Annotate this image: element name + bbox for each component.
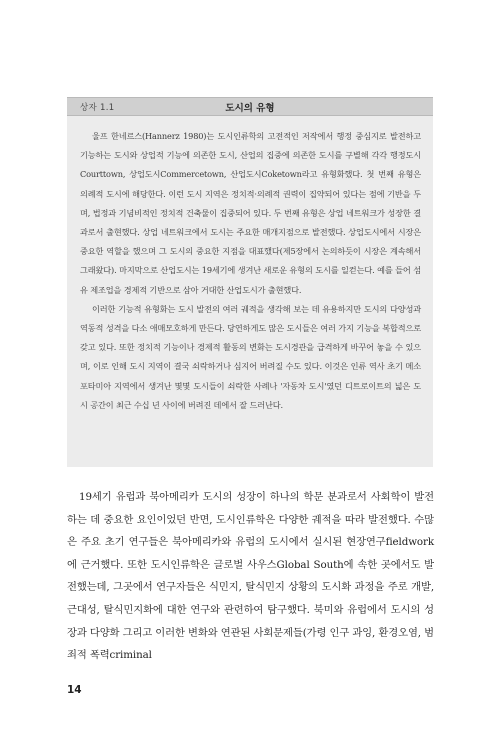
box-paragraph-2: 이러한 기능적 유형화는 도시 발전의 여러 궤적을 생각해 보는 데 유용하지만 도시의 다양성과 역동적 성격을 다소 애매모호하게 만든다. 당연하게도 많은 도시들은 여러 가지 기능을 복합적으로 갖고 있다. 또한 정치적 기능이나 경제적 활동의 변화는 도시경관을 급격하게 바꾸어 놓을 수 있으며, 이로 인해 도시 지역이 결국 쇠락하거나 심지어 버려질 수도 있다. 이것은 인류 역사 초기 메소포타미아 지역에서 생겨난 몇몇 도시들이 쇠락한 사례나 '자동차 도시'였던 디트로이트의 넓은 도시 공간이 최근 수십 년 사이에 버려진 데에서 잘 드러난다.: [80, 303, 421, 410]
sidebar-box: [67, 97, 433, 467]
box-body: [80, 127, 421, 415]
box-paragraph-1: 울프 한네르스(Hannerz 1980)는 도시인류학의 고전적인 저작에서 행정 중심지로 발전하고 기능하는 도시와 상업적 기능에 의존한 도시, 산업의 집중에 의존한 도시를 구별해 각각 행정도시Courttown, 상업도시Commercetown, 산업도시Coketown라고 유형화했다. 첫 번째 유형은 의례적 도시에 해당한다. 이런 도시 지역은 정치적·의례적 권력이 집약되어 있다는 점에 기반을 두며, 법정과 기념비적인 정치적 건축물이 집중되어 있다. 두 번째 유형은 상업 네트워크가 성장한 결과로서 출현했다. 상업 네트워크에서 도시는 주요한 매개지점으로 발전했다. 상업도시에서 시장은 중요한 역할을 했으며 그 도시의 중요한 지점을 대표했다(제5장에서 논의하듯이 시장은 계속해서 그래왔다). 마지막으로 산업도시는 19세기에 생겨난 새로운 유형의 도시를 일컫는다. 예를 들어 섬유 제조업을 경제적 기반으로 삼아 거대한 산업도시가 출현했다.: [80, 131, 421, 295]
page-number: 14: [67, 684, 82, 696]
box-header: [67, 97, 433, 116]
main-text: [67, 486, 434, 667]
box-label: 상자 1.1: [80, 103, 115, 113]
box-title: 도시의 유형: [225, 103, 275, 114]
body-paragraph: 19세기 유럽과 북아메리카 도시의 성장이 하나의 학문 분과로서 사회학이 발전하는 데 중요한 요인이었던 반면, 도시인류학은 다양한 궤적을 따라 발전했다. 수많은 주요 초기 연구들은 북아메리카와 유럽의 도시에서 실시된 현장연구fieldwork에 근거했다. 또한 도시인류학은 글로벌 사우스Global South에 속한 곳에서도 발전했는데, 그곳에서 연구자들은 식민지, 탈식민지 상황의 도시화 과정을 주로 개발, 근대성, 탈식민지화에 대한 연구와 관련하여 탐구했다. 북미와 유럽에서 도시의 성장과 다양화 그리고 이러한 변화와 연관된 사회문제들(가령 인구 과잉, 환경오염, 범죄적 폭력criminal: [67, 491, 434, 662]
